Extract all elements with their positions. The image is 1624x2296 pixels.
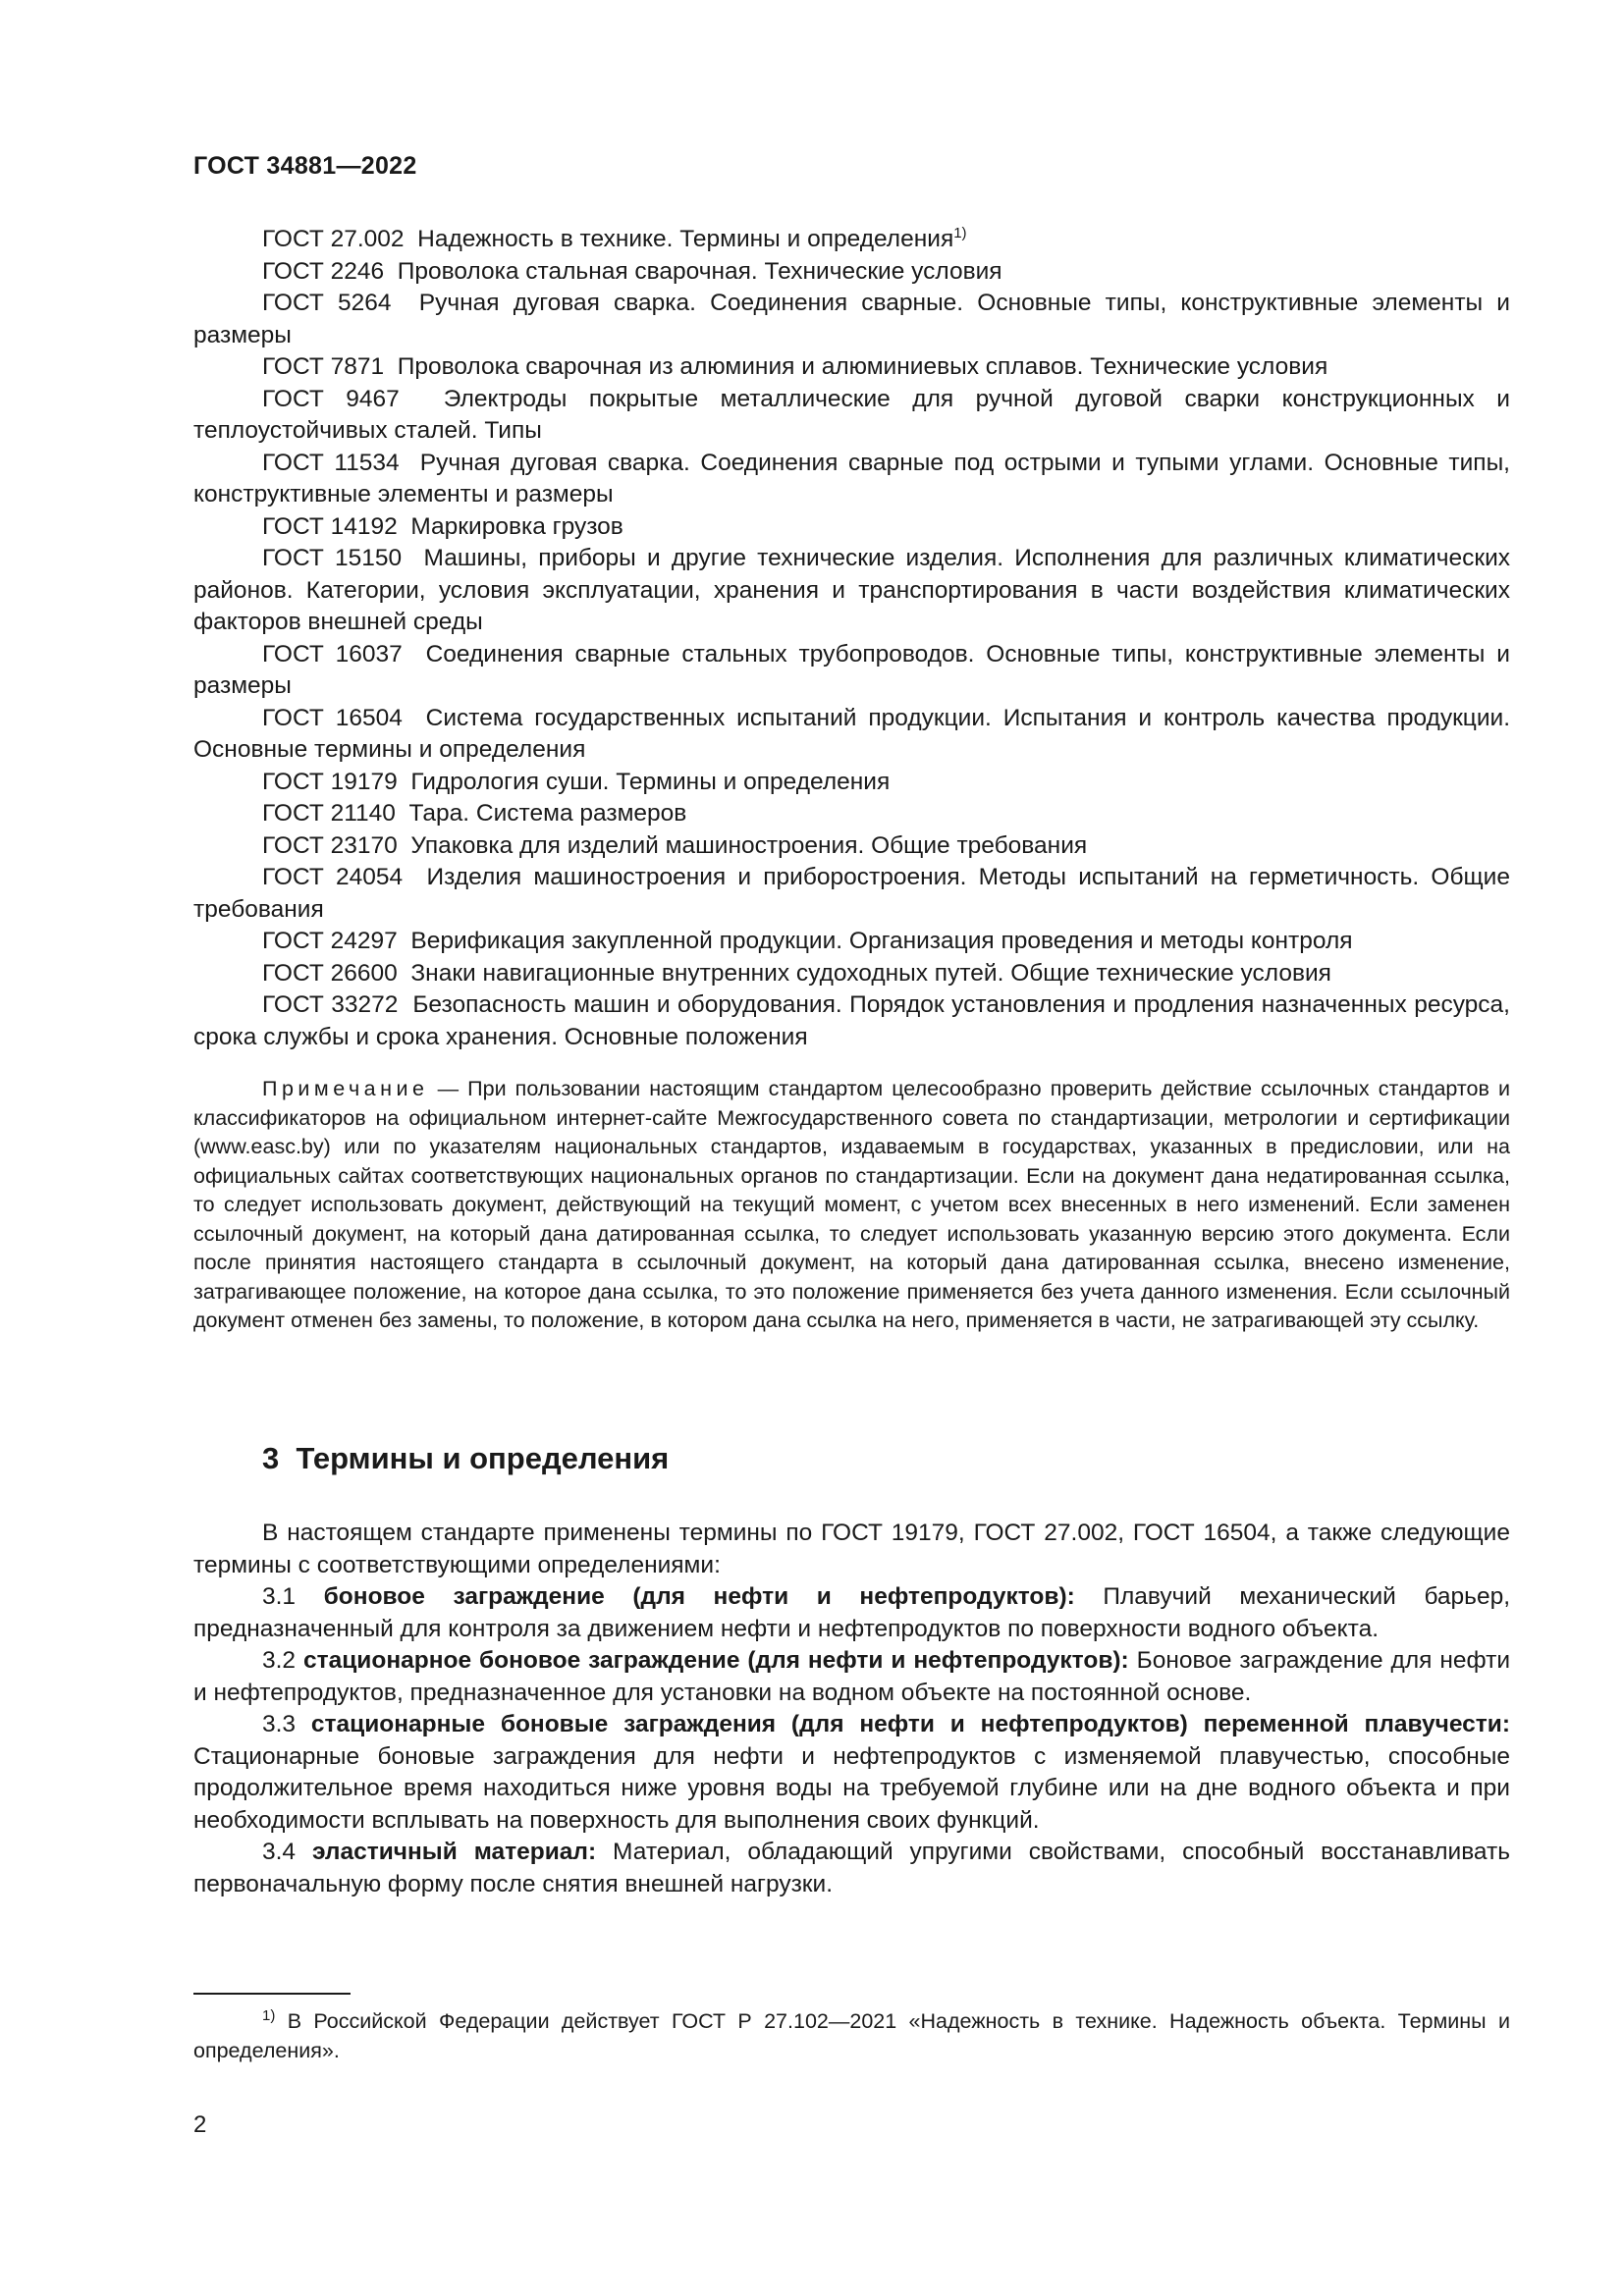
- term-entry: [193, 1837, 1510, 1900]
- reference-code: ГОСТ 11534: [262, 449, 400, 476]
- reference-code: ГОСТ 27.002: [262, 226, 405, 252]
- reference-title: Изделия машиностроения и приборостроения. Методы испытаний на герметичность. Общие требования: [193, 864, 1510, 923]
- note-block: [193, 1075, 1510, 1336]
- reference-code: ГОСТ 33272: [262, 991, 399, 1018]
- footnote-marker: 1): [953, 224, 967, 241]
- reference-item: [193, 448, 1510, 511]
- reference-item: [193, 798, 1510, 830]
- reference-title: Верификация закупленной продукции. Организация проведения и методы контроля: [410, 928, 1353, 954]
- reference-item: [193, 958, 1510, 990]
- reference-code: ГОСТ 23170: [262, 831, 398, 859]
- footnote-mark: 1): [262, 2006, 276, 2024]
- section-title: Термины и определения: [296, 1441, 670, 1475]
- reference-title: Тара. Система размеров: [408, 800, 687, 827]
- reference-code: ГОСТ 14192: [262, 512, 398, 540]
- reference-code: ГОСТ 9467: [262, 385, 400, 412]
- reference-code: ГОСТ 15150: [262, 545, 403, 571]
- term-entry: [193, 1581, 1510, 1645]
- page-header: ГОСТ 34881—2022: [193, 152, 417, 180]
- reference-code: ГОСТ 21140: [262, 800, 396, 827]
- reference-title: Проволока сварочная из алюминия и алюминиевых сплавов. Технические условия: [397, 353, 1328, 380]
- reference-item: [193, 543, 1510, 639]
- footnote-paragraph: [193, 2006, 1510, 2065]
- term-number: 3.4: [262, 1839, 297, 1865]
- term-definition: Боновое заграждение для нефти и нефтепродуктов, предназначенное для установки на водном объекте на постоянной основе.: [193, 1647, 1511, 1706]
- reference-item: [193, 926, 1510, 958]
- term-definition: Материал, обладающий упругими свойствами, способный восстанавливать первоначальную форму после снятия внешней нагрузки.: [193, 1839, 1511, 1897]
- reference-item: [193, 351, 1510, 384]
- reference-code: ГОСТ 26600: [262, 959, 398, 987]
- note-label: Примечание: [262, 1077, 429, 1100]
- footnote-text: В Российской Федерации действует ГОСТ Р 27.102—2021 «Надежность в технике. Надежность объекта. Термины и определения».: [193, 2009, 1510, 2062]
- term-definition: Плавучий механический барьер, предназначенный для контроля за движением нефти и нефтепродуктов по поверхности водного объекта.: [193, 1583, 1511, 1642]
- reference-item: [193, 862, 1510, 926]
- terms-list: [193, 1518, 1510, 1900]
- reference-code: ГОСТ 24054: [262, 864, 404, 890]
- term-entry: [193, 1645, 1510, 1709]
- term-name: стационарное боновое заграждение (для нефти и нефтепродуктов):: [303, 1647, 1129, 1674]
- reference-item: [193, 511, 1510, 544]
- section-number: 3: [262, 1441, 280, 1475]
- reference-item: [193, 224, 1510, 256]
- note-paragraph: [193, 1075, 1510, 1336]
- reference-title: Система государственных испытаний продукции. Испытания и контроль качества продукции. Основные термины и определения: [193, 704, 1511, 763]
- reference-item: [193, 288, 1510, 351]
- reference-title: Гидрология суши. Термины и определения: [410, 768, 891, 795]
- term-number: 3.3: [262, 1711, 297, 1737]
- term-name: боновое заграждение (для нефти и нефтепродуктов):: [323, 1583, 1075, 1610]
- reference-code: ГОСТ 16504: [262, 704, 403, 731]
- page-number: 2: [193, 2111, 207, 2138]
- reference-title: Проволока стальная сварочная. Технические условия: [397, 257, 1002, 285]
- reference-code: ГОСТ 5264: [262, 290, 392, 316]
- normative-references-list: [193, 224, 1510, 1053]
- reference-title: Машины, приборы и другие технические изделия. Исполнения для различных климатических районов. Категории, условия эксплуатации, хранения и транспортирования в части воздействия климатических факторов внешней среды: [193, 545, 1511, 635]
- note-text: — При пользовании настоящим стандартом целесообразно проверить действие ссылочных стандартов и классификаторов на официальном интернет-сайте Межгосударственного совета по стандартизации, метрологии и сертификации (www.easc.by) или по указателям национальных стандартов, издаваемым в государствах, указанных в предисловии, или на официальных сайтах соответствующих национальных органов по стандартизации. Если на документ дана недатированная ссылка, то следует использовать документ, действующий на текущий момент, с учетом всех внесенных в него изменений. Если заменен ссылочный документ, на который дана датированная ссылка, то следует использовать указанную версию этого документа. Если после принятия настоящего стандарта в ссылочный документ, на который дана датированная ссылка, внесено изменение, затрагивающее положение, на которое дана ссылка, то это положение применяется без учета данного изменения. Если ссылочный документ отменен без замены, то положение, в котором дана ссылка на него, применяется в части, не затрагивающей эту ссылку.: [193, 1077, 1510, 1332]
- reference-code: ГОСТ 16037: [262, 640, 403, 667]
- reference-code: ГОСТ 19179: [262, 768, 398, 795]
- reference-code: ГОСТ 24297: [262, 928, 398, 954]
- term-name: стационарные боновые заграждения (для нефти и нефтепродуктов) переменной плавучести:: [310, 1711, 1510, 1737]
- footnote-divider: [193, 1993, 351, 1995]
- reference-item: [193, 256, 1510, 289]
- term-number: 3.2: [262, 1647, 297, 1674]
- reference-code: ГОСТ 2246: [262, 257, 385, 285]
- reference-title: Безопасность машин и оборудования. Порядок установления и продления назначенных ресурса, срока службы и срока хранения. Основные положения: [193, 991, 1510, 1050]
- reference-item: [193, 639, 1510, 703]
- reference-item: [193, 384, 1510, 448]
- reference-item: [193, 703, 1510, 767]
- reference-title: Надежность в технике. Термины и определения: [417, 226, 954, 252]
- term-entry: [193, 1709, 1510, 1837]
- term-name: эластичный материал:: [311, 1839, 597, 1865]
- reference-title: Ручная дуговая сварка. Соединения сварные под острыми и тупыми углами. Основные типы, конструктивные элементы и размеры: [193, 449, 1510, 507]
- reference-title: Соединения сварные стальных трубопроводов. Основные типы, конструктивные элементы и размеры: [193, 640, 1510, 699]
- footnote: [193, 2006, 1510, 2065]
- reference-item: [193, 767, 1510, 799]
- reference-title: Знаки навигационные внутренних судоходных путей. Общие технические условия: [410, 959, 1331, 987]
- reference-code: ГОСТ 7871: [262, 353, 385, 380]
- reference-title: Ручная дуговая сварка. Соединения сварные. Основные типы, конструктивные элементы и размеры: [193, 290, 1510, 348]
- section-intro: В настоящем стандарте применены термины по ГОСТ 19179, ГОСТ 27.002, ГОСТ 16504, а также следующие термины с соответствующими определениями:: [193, 1520, 1510, 1578]
- reference-item: [193, 830, 1510, 863]
- reference-title: Упаковка для изделий машиностроения. Общие требования: [410, 831, 1088, 859]
- term-definition: Стационарные боновые заграждения для нефти и нефтепродуктов с изменяемой плавучестью, способные продолжительное время находиться ниже уровня воды на требуемой глубине или на дне водного объекта и при необходимости всплывать на поверхность для выполнения своих функций.: [193, 1742, 1510, 1834]
- term-number: 3.1: [262, 1583, 297, 1610]
- reference-item: [193, 989, 1510, 1053]
- reference-title: Маркировка грузов: [410, 512, 623, 540]
- section-heading: [262, 1441, 669, 1476]
- reference-title: Электроды покрытые металлические для ручной дуговой сварки конструкционных и теплоустойчивых сталей. Типы: [193, 385, 1510, 444]
